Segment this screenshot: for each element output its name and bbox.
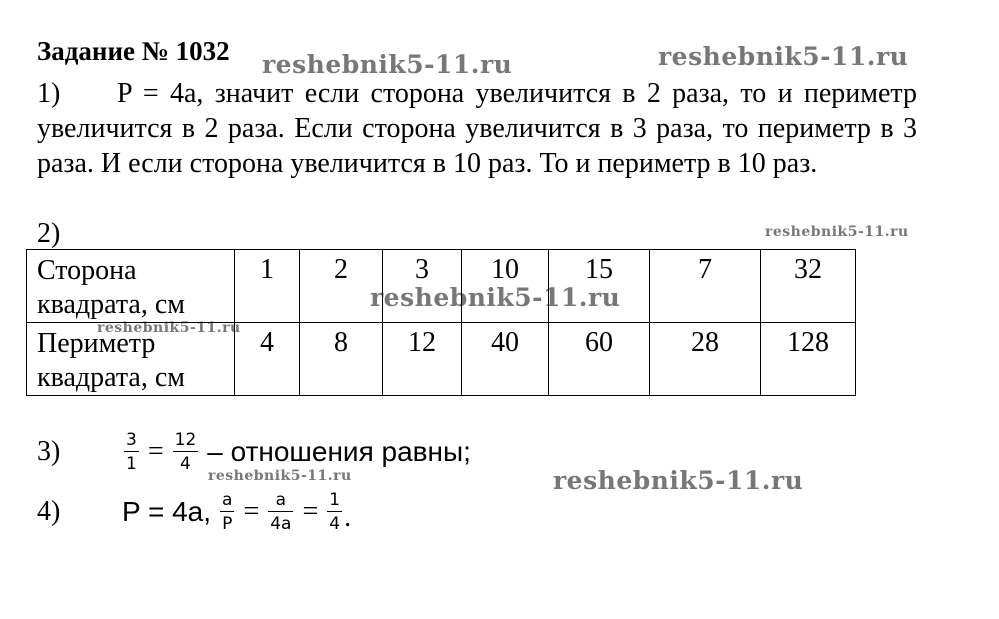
fraction <box>220 490 234 534</box>
equals-sign: = <box>243 496 260 527</box>
table-cell: 4 <box>235 323 300 396</box>
table-cell: 60 <box>549 323 650 396</box>
table-cell: 8 <box>300 323 383 396</box>
answer-part-4 <box>37 490 351 534</box>
denominator: P <box>222 514 233 534</box>
numerator: 1 <box>329 490 341 510</box>
table-cell: 28 <box>650 323 761 396</box>
table-cell: 128 <box>761 323 856 396</box>
denominator: 1 <box>126 454 137 474</box>
table-cell: 3 <box>383 250 462 323</box>
part-number: 4) <box>37 496 61 527</box>
table-cell: 12 <box>383 323 462 396</box>
table-cell: 2 <box>300 250 383 323</box>
watermark: reshebnik5-11.ru <box>658 42 909 71</box>
numerator: 3 <box>126 430 137 450</box>
watermark: reshebnik5-11.ru <box>765 224 909 240</box>
side-perimeter-table <box>26 249 856 396</box>
part-number: 3) <box>37 436 61 467</box>
table-row <box>27 323 856 396</box>
part-text: – отношения равны; <box>207 436 471 467</box>
table-cell: 15 <box>549 250 650 323</box>
numerator: 12 <box>174 430 197 450</box>
part-number: 2) <box>37 218 61 249</box>
watermark: reshebnik5-11.ru <box>262 50 513 79</box>
row-header: Периметр квадрата, см <box>27 323 235 396</box>
denominator: 4a <box>270 514 292 534</box>
fraction <box>124 430 139 474</box>
fraction <box>268 490 293 534</box>
table-row <box>27 250 856 323</box>
period: . <box>344 502 352 533</box>
denominator: 4 <box>180 454 191 474</box>
table-cell: 40 <box>462 323 549 396</box>
formula-lead: P = 4a, <box>122 496 212 527</box>
part-text: P = 4a, значит если сторона увеличится в 2 раза, то и периметр увеличится в 2 раза. Если сторона увеличится в 3 раза, то периметр в 3 раза. И если сторона увеличится в 10 раз. То и периметр в 10 раз. <box>37 78 917 179</box>
answer-part-3 <box>37 430 471 474</box>
answer-part-1 <box>37 76 917 181</box>
watermark: reshebnik5-11.ru <box>208 468 352 484</box>
watermark: reshebnik5-11.ru <box>97 320 241 336</box>
watermark: reshebnik5-11.ru <box>370 283 621 312</box>
table-cell: 10 <box>462 250 549 323</box>
row-header: Сторона квадрата, см <box>27 250 235 323</box>
equals-sign: = <box>147 436 164 467</box>
equals-sign: = <box>302 496 319 527</box>
watermark: reshebnik5-11.ru <box>553 466 804 495</box>
numerator: a <box>268 490 293 512</box>
table-cell: 1 <box>235 250 300 323</box>
fraction <box>327 490 342 534</box>
table-cell: 7 <box>650 250 761 323</box>
denominator: 4 <box>329 514 341 534</box>
fraction <box>173 430 199 474</box>
task-title: Задание № 1032 <box>37 36 230 66</box>
table-cell: 32 <box>761 250 856 323</box>
numerator: a <box>222 490 233 510</box>
part-number: 1) <box>37 78 61 109</box>
